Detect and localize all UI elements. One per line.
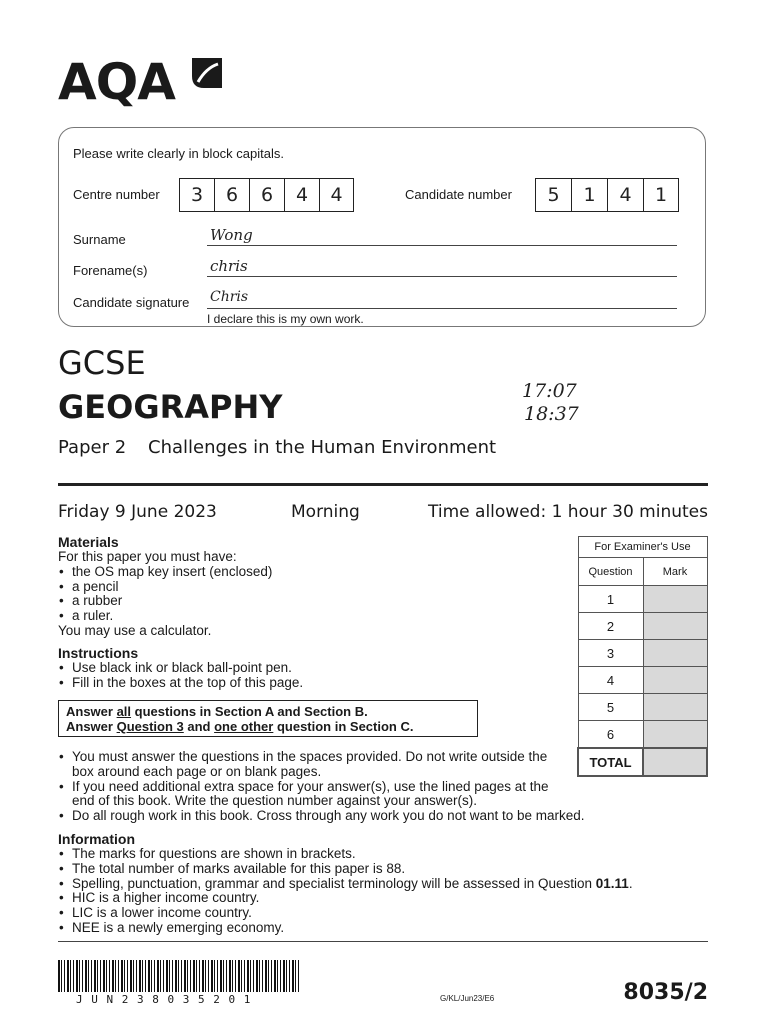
list-item: • a rubber [58, 594, 558, 609]
centre-digit[interactable]: 3 [179, 178, 214, 212]
question-number: 1 [578, 586, 643, 613]
qualification-level: GCSE [58, 344, 146, 382]
handwritten-start-time: 17:07 [522, 380, 577, 402]
mark-cell[interactable] [643, 613, 707, 640]
list-item: • HIC is a higher income country. [58, 891, 698, 906]
centre-digit[interactable]: 6 [214, 178, 249, 212]
paper-reference: G/KL/Jun23/E6 [440, 994, 495, 1003]
declaration-text: I declare this is my own work. [207, 312, 364, 326]
centre-digit[interactable]: 6 [249, 178, 284, 212]
mark-cell[interactable] [643, 694, 707, 721]
aqa-leaf-icon [188, 56, 224, 90]
candidate-digit[interactable]: 4 [607, 178, 643, 212]
centre-number-boxes[interactable] [179, 178, 354, 212]
candidate-digit[interactable]: 5 [535, 178, 571, 212]
information-section [58, 831, 698, 936]
answer-line-1: Answer all questions in Section A and Section B. [66, 704, 368, 719]
examiner-table-title: For Examiner's Use [578, 537, 707, 558]
mark-cell[interactable] [643, 640, 707, 667]
materials-intro: For this paper you must have: [58, 549, 237, 564]
subject-title: GEOGRAPHY [58, 388, 283, 426]
examiner-use-table [577, 536, 708, 777]
materials-list [58, 565, 558, 624]
title-divider [58, 483, 708, 486]
signature-value[interactable]: Chris [210, 289, 249, 305]
exam-date: Friday 9 June 2023 [58, 502, 217, 522]
total-label: TOTAL [578, 748, 643, 776]
list-item: • NEE is a newly emerging economy. [58, 921, 698, 936]
answer-requirements-box [58, 700, 478, 737]
forename-line [207, 276, 677, 277]
instructions-heading: Instructions [58, 645, 139, 661]
question-number: 3 [578, 640, 643, 667]
centre-digit[interactable]: 4 [284, 178, 319, 212]
answer-line-2: Answer Question 3 and one other question in Section C. [66, 718, 414, 734]
question-number: 5 [578, 694, 643, 721]
list-item: • Spelling, punctuation, grammar and specialist terminology will be assessed in Question 01.11. [58, 877, 698, 892]
candidate-number-label: Candidate number [405, 187, 512, 202]
materials-section [58, 534, 558, 639]
signature-line [207, 308, 677, 309]
question-number: 2 [578, 613, 643, 640]
paper-number: Paper 2 [58, 437, 127, 458]
list-item: • a ruler. [58, 609, 558, 624]
list-item: • The total number of marks available for this paper is 88. [58, 862, 698, 877]
instructions-list [58, 661, 578, 691]
centre-digit[interactable]: 4 [319, 178, 354, 212]
list-item: • a pencil [58, 580, 558, 595]
block-capitals-instruction: Please write clearly in block capitals. [73, 146, 284, 161]
aqa-logo [58, 52, 175, 112]
list-item: • The marks for questions are shown in brackets. [58, 847, 698, 862]
question-column-header: Question [578, 558, 643, 586]
list-item: • Fill in the boxes at the top of this page. [58, 676, 578, 691]
paper-code: 8035/2 [623, 980, 708, 1005]
time-allowed: Time allowed: 1 hour 30 minutes [428, 502, 708, 522]
instructions-section [58, 645, 578, 691]
forename-value[interactable]: chris [210, 257, 248, 275]
centre-number-label: Centre number [73, 187, 160, 202]
candidate-digit[interactable]: 1 [643, 178, 679, 212]
information-list [58, 847, 698, 936]
list-item: • If you need additional extra space for your answer(s), use the lined pages at the end of this book. Write the question number against your answer(s). [58, 780, 562, 810]
mark-cell[interactable] [643, 667, 707, 694]
barcode [58, 960, 300, 992]
forename-label: Forename(s) [73, 263, 148, 278]
calculator-note: You may use a calculator. [58, 622, 212, 638]
candidate-number-boxes[interactable] [535, 178, 679, 212]
question-number: 4 [578, 667, 643, 694]
surname-line [207, 245, 677, 246]
further-instructions [58, 750, 638, 824]
signature-label: Candidate signature [73, 295, 190, 310]
footer-divider [58, 941, 708, 942]
exam-session: Morning [291, 502, 360, 522]
handwritten-end-time: 18:37 [524, 403, 579, 425]
further-instructions-list [58, 750, 638, 824]
aqa-logo-text: AQA [58, 53, 175, 111]
paper-title: Challenges in the Human Environment [148, 437, 497, 458]
total-mark-cell[interactable] [643, 748, 707, 776]
mark-column-header: Mark [643, 558, 707, 586]
mark-cell[interactable] [643, 586, 707, 613]
list-item: • You must answer the questions in the spaces provided. Do not write outside the box around each page or on blank pages. [58, 750, 562, 780]
information-heading: Information [58, 831, 135, 847]
candidate-digit[interactable]: 1 [571, 178, 607, 212]
list-item: • LIC is a lower income country. [58, 906, 698, 921]
list-item: • Do all rough work in this book. Cross through any work you do not want to be marked. [58, 809, 638, 824]
list-item: • Use black ink or black ball-point pen. [58, 661, 578, 676]
surname-label: Surname [73, 232, 126, 247]
materials-heading: Materials [58, 534, 119, 550]
barcode-text: J U N 2 3 8 0 3 5 2 0 1 [76, 993, 252, 1006]
list-item: • the OS map key insert (enclosed) [58, 565, 558, 580]
question-number: 6 [578, 721, 643, 749]
surname-value[interactable]: Wong [210, 226, 253, 244]
mark-cell[interactable] [643, 721, 707, 749]
